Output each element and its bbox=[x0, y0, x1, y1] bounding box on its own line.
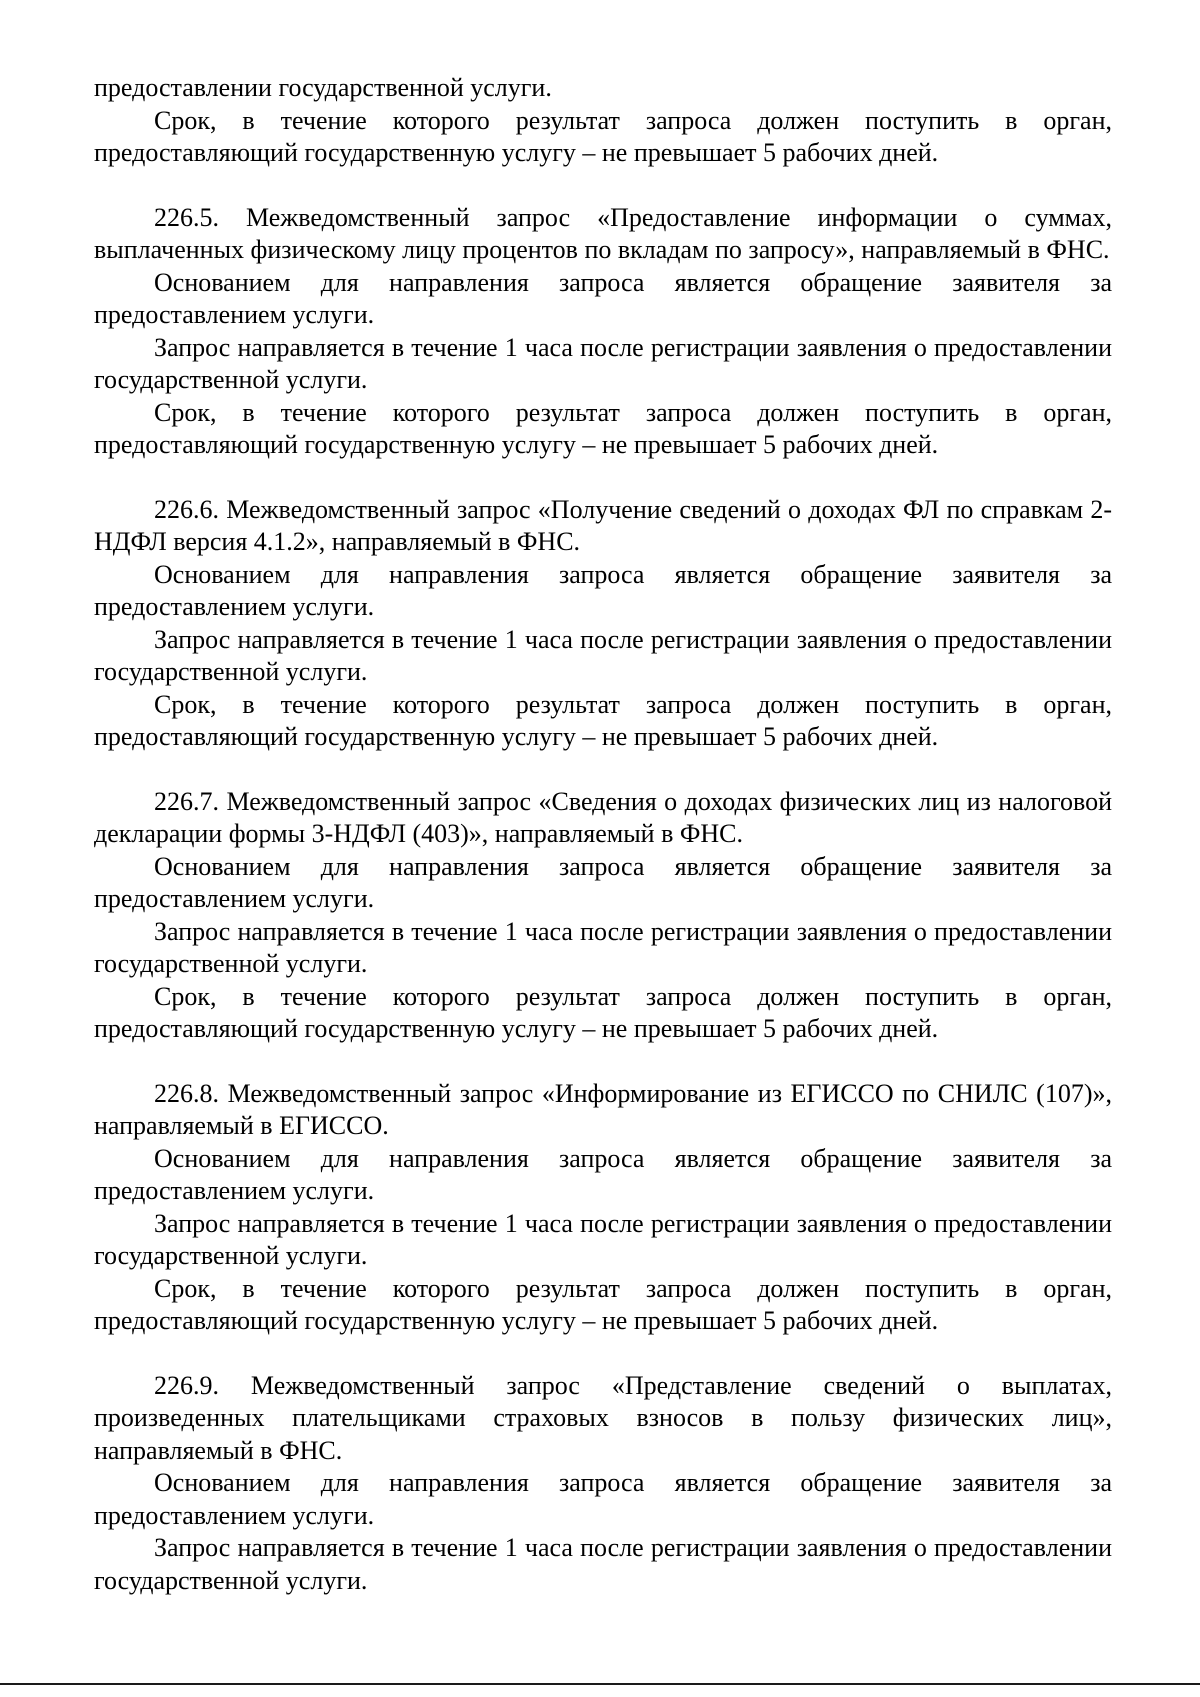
basis-paragraph: Основанием для направления запроса является обращение заявителя за предоставлением услуги. bbox=[94, 267, 1112, 329]
document-body bbox=[94, 72, 1112, 1597]
section-heading: 226.5. Межведомственный запрос «Предоставление информации о суммах, выплаченных физическому лицу процентов по вкладам по запросу», направляемый в ФНС. bbox=[94, 202, 1112, 264]
opening-continuation: предоставлении государственной услуги. bbox=[94, 73, 552, 102]
basis-paragraph: Основанием для направления запроса является обращение заявителя за предоставлением услуги. bbox=[94, 559, 1112, 621]
section-226-8 bbox=[94, 1078, 1112, 1338]
term-paragraph: Срок, в течение которого результат запроса должен поступить в орган, предоставляющий государственную услугу – не превышает 5 рабочих дней. bbox=[94, 981, 1112, 1043]
request-paragraph: Запрос направляется в течение 1 часа после регистрации заявления о предоставлении государственной услуги. bbox=[94, 1208, 1112, 1270]
request-paragraph: Запрос направляется в течение 1 часа после регистрации заявления о предоставлении государственной услуги. bbox=[94, 624, 1112, 686]
basis-paragraph: Основанием для направления запроса является обращение заявителя за предоставлением услуги. bbox=[94, 1143, 1112, 1205]
section-226-7 bbox=[94, 786, 1112, 1046]
page-bottom-border bbox=[0, 1683, 1200, 1685]
request-paragraph: Запрос направляется в течение 1 часа после регистрации заявления о предоставлении государственной услуги. bbox=[94, 916, 1112, 978]
term-paragraph: Срок, в течение которого результат запроса должен поступить в орган, предоставляющий государственную услугу – не превышает 5 рабочих дней. bbox=[94, 397, 1112, 459]
section-heading: 226.8. Межведомственный запрос «Информирование из ЕГИССО по СНИЛС (107)», направляемый в ЕГИССО. bbox=[94, 1078, 1112, 1140]
section-226-5 bbox=[94, 202, 1112, 462]
term-paragraph: Срок, в течение которого результат запроса должен поступить в орган, предоставляющий государственную услугу – не превышает 5 рабочих дней. bbox=[94, 689, 1112, 751]
opening-term-paragraph: Срок, в течение которого результат запроса должен поступить в орган, предоставляющий государственную услугу – не превышает 5 рабочих дней. bbox=[94, 105, 1112, 167]
section-heading: 226.6. Межведомственный запрос «Получение сведений о доходах ФЛ по справкам 2-НДФЛ версия 4.1.2», направляемый в ФНС. bbox=[94, 494, 1112, 556]
basis-paragraph: Основанием для направления запроса является обращение заявителя за предоставлением услуги. bbox=[94, 851, 1112, 913]
section-heading: 226.7. Межведомственный запрос «Сведения о доходах физических лиц из налоговой декларации формы 3-НДФЛ (403)», направляемый в ФНС. bbox=[94, 786, 1112, 848]
section-heading: 226.9. Межведомственный запрос «Представление сведений о выплатах, произведенных плательщиками страховых взносов в пользу физических лиц», направляемый в ФНС. bbox=[94, 1370, 1112, 1465]
basis-paragraph: Основанием для направления запроса является обращение заявителя за предоставлением услуги. bbox=[94, 1468, 1112, 1530]
request-paragraph: Запрос направляется в течение 1 часа после регистрации заявления о предоставлении государственной услуги. bbox=[94, 332, 1112, 394]
term-paragraph: Срок, в течение которого результат запроса должен поступить в орган, предоставляющий государственную услугу – не превышает 5 рабочих дней. bbox=[94, 1273, 1112, 1335]
request-paragraph: Запрос направляется в течение 1 часа после регистрации заявления о предоставлении государственной услуги. bbox=[94, 1533, 1112, 1595]
section-226-6 bbox=[94, 494, 1112, 754]
section-226-9 bbox=[94, 1370, 1112, 1598]
